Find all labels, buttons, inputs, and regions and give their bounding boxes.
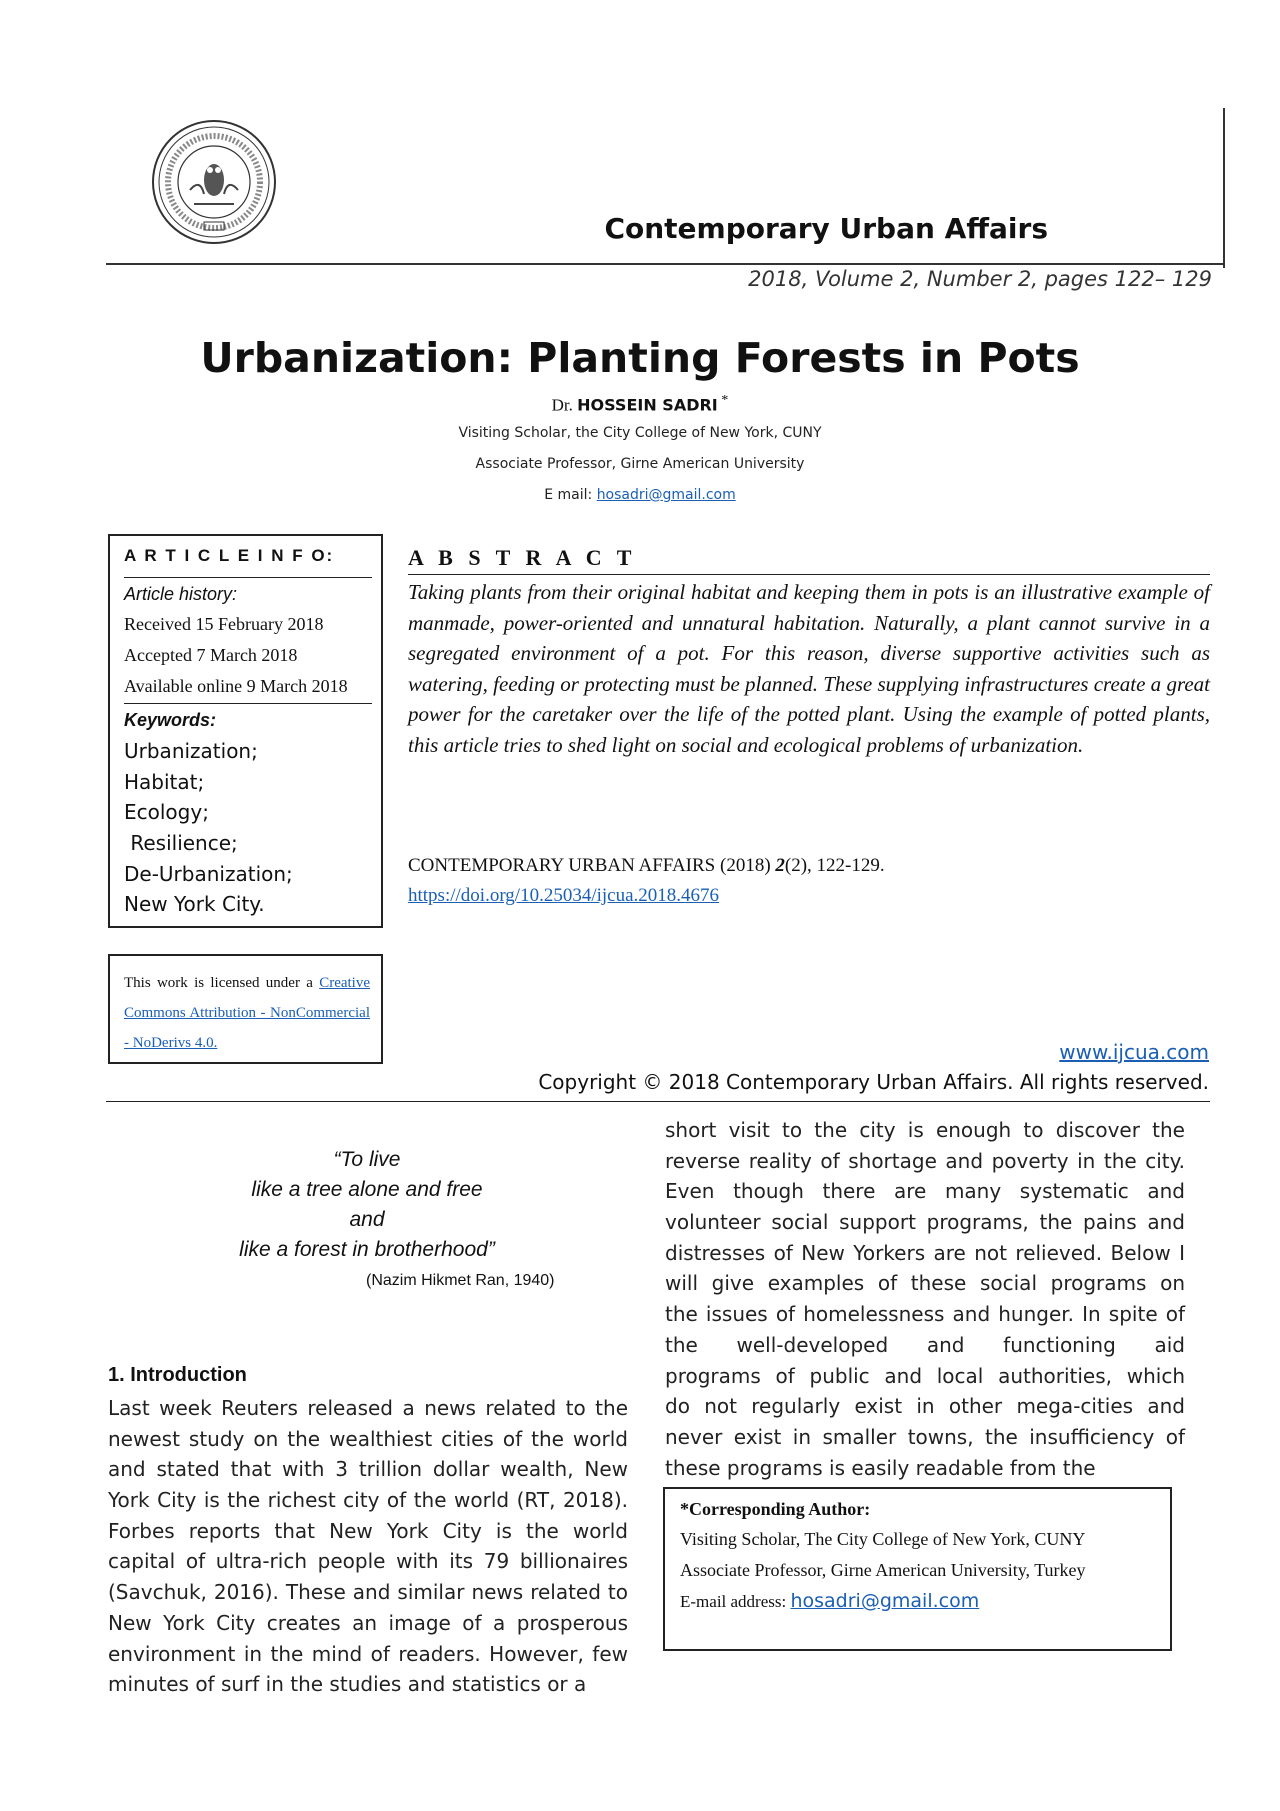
corresponding-author-title: *Corresponding Author: <box>680 1499 871 1519</box>
history-accepted: Accepted 7 March 2018 <box>124 645 298 665</box>
citation-volume: 2 <box>775 855 785 876</box>
text-line: volunteer social support programs, the pains and <box>665 1210 1185 1235</box>
author-mark: * <box>717 392 729 408</box>
epigraph-line: like a forest in brotherhood” <box>239 1238 495 1261</box>
keywords-rule <box>124 703 372 704</box>
article-history-label: Article history: <box>124 584 238 604</box>
keyword-item: Urbanization; <box>124 739 258 763</box>
keyword-item: Habitat; <box>124 770 205 794</box>
header-vertical-rule <box>1223 108 1225 268</box>
header-horizontal-rule <box>106 263 1224 265</box>
article-info-rule <box>124 577 372 578</box>
text-line: (Savchuk, 2016). These and similar news related to <box>108 1580 628 1605</box>
history-online: Available online 9 March 2018 <box>124 676 348 696</box>
corresponding-author-affiliation-2: Associate Professor, Girne American University, Turkey <box>680 1560 1086 1580</box>
journal-name: Contemporary Urban Affairs <box>604 212 1048 245</box>
text-line: minutes of surf in the studies and statistics or a <box>108 1672 587 1697</box>
keywords-label: Keywords: <box>124 710 217 730</box>
article-info-heading: A R T I C L E I N F O: <box>124 546 335 565</box>
keyword-item: De-Urbanization; <box>124 862 293 886</box>
text-line: newest study on the wealthiest cities of the world <box>108 1426 628 1451</box>
text-line: distresses of New Yorkers are not relieved. Below I <box>665 1240 1185 1265</box>
text-line: environment in the mind of readers. However, few <box>108 1641 628 1666</box>
introduction-text <box>108 1393 628 1700</box>
author-line <box>0 392 1280 416</box>
text-line: Even though there are many systematic and <box>665 1179 1185 1204</box>
citation-prefix: CONTEMPORARY URBAN AFFAIRS (2018) <box>408 855 776 876</box>
keyword-item: New York City. <box>124 892 265 916</box>
license-statement: This work is licensed under a <box>124 975 320 991</box>
text-line: Forbes reports that New York City is the world <box>108 1518 628 1543</box>
author-prefix: Dr. <box>551 395 578 415</box>
epigraph-attribution: (Nazim Hikmet Ran, 1940) <box>366 1272 555 1289</box>
affiliation-2: Associate Professor, Girne American University <box>475 456 805 472</box>
text-line: do not regularly exist in other mega-cities and <box>665 1394 1185 1419</box>
corresponding-author-affiliation-1: Visiting Scholar, The City College of New York, CUNY <box>680 1529 1086 1549</box>
license-text <box>124 968 370 1058</box>
email-address-label: E-mail address: <box>680 1592 791 1611</box>
abstract-text: Taking plants from their original habitat and keeping them in pots is an illustrative example of manmade, power-oriented and unnatural habitation. Naturally, a plant cannot survive in a segregated environment of a pot. For this reason, diverse supportive activities such as watering, feeding or protecting must be planned. These supplying infrastructures create a great power for the caretaker over the life of the potted plant. Using the example of potted plants, this article tries to shed light on social and ecological problems of urbanization. <box>408 580 1210 757</box>
abstract-rule <box>408 574 1210 575</box>
journal-seal-logo <box>150 118 278 246</box>
affiliation-1: Visiting Scholar, the City College of New York, CUNY <box>458 425 822 441</box>
license-link[interactable]: Creative Commons Attribution - NonCommercial - NoDerivs 4.0. <box>124 975 370 1051</box>
epigraph-line: like a tree alone and free <box>251 1178 483 1201</box>
abstract-heading: A B S T R A C T <box>408 545 637 570</box>
doi-link[interactable]: https://doi.org/10.25034/ijcua.2018.4676 <box>408 885 720 906</box>
issue-info: 2018, Volume 2, Number 2, pages 122– 129 <box>748 267 1212 291</box>
text-line: the issues of homelessness and hunger. In spite of <box>665 1302 1185 1327</box>
website-link[interactable]: www.ijcua.com <box>1059 1040 1209 1064</box>
text-line: York City is the richest city of the world (RT, 2018). <box>108 1488 628 1513</box>
text-line: New York City creates an image of a prosperous <box>108 1610 628 1635</box>
history-received: Received 15 February 2018 <box>124 614 324 634</box>
corresponding-author-email-line <box>680 1590 979 1612</box>
author-email-line <box>0 487 1280 503</box>
text-line: and stated that with 3 trillion dollar wealth, New <box>108 1457 628 1482</box>
epigraph-line: “To live <box>333 1148 401 1171</box>
epigraph-line: and <box>349 1208 385 1231</box>
text-line: Last week Reuters released a news related to the <box>108 1396 628 1420</box>
text-line: these programs is easily readable from the <box>665 1455 1096 1480</box>
corresponding-author-email-link[interactable]: hosadri@gmail.com <box>790 1590 980 1612</box>
text-line: the well-developed and functioning aid <box>665 1332 1185 1357</box>
column-2-text <box>665 1115 1185 1483</box>
copyright-notice: Copyright © 2018 Contemporary Urban Affairs. All rights reserved. <box>538 1070 1209 1094</box>
text-line: never exist in smaller towns, the insufficiency of <box>665 1424 1185 1449</box>
text-line: programs of public and local authorities, which <box>665 1363 1185 1388</box>
keyword-item: Resilience; <box>124 831 238 855</box>
paper-title: Urbanization: Planting Forests in Pots <box>200 334 1080 382</box>
keyword-item: Ecology; <box>124 800 209 824</box>
body-separator-rule <box>106 1101 1210 1102</box>
text-line: will give examples of these social programs on <box>665 1271 1185 1296</box>
text-line: reverse reality of shortage and poverty in the city. <box>665 1148 1185 1173</box>
section-heading-introduction: 1. Introduction <box>108 1364 247 1386</box>
email-label: E mail: <box>544 487 597 503</box>
author-name: HOSSEIN SADRI <box>577 395 718 415</box>
citation-suffix: (2), 122-129. <box>784 855 885 876</box>
author-email-link[interactable]: hosadri@gmail.com <box>596 487 736 503</box>
text-line: short visit to the city is enough to discover the <box>665 1118 1185 1142</box>
text-line: capital of ultra-rich people with its 79 billionaires <box>108 1549 628 1574</box>
citation <box>408 855 885 877</box>
